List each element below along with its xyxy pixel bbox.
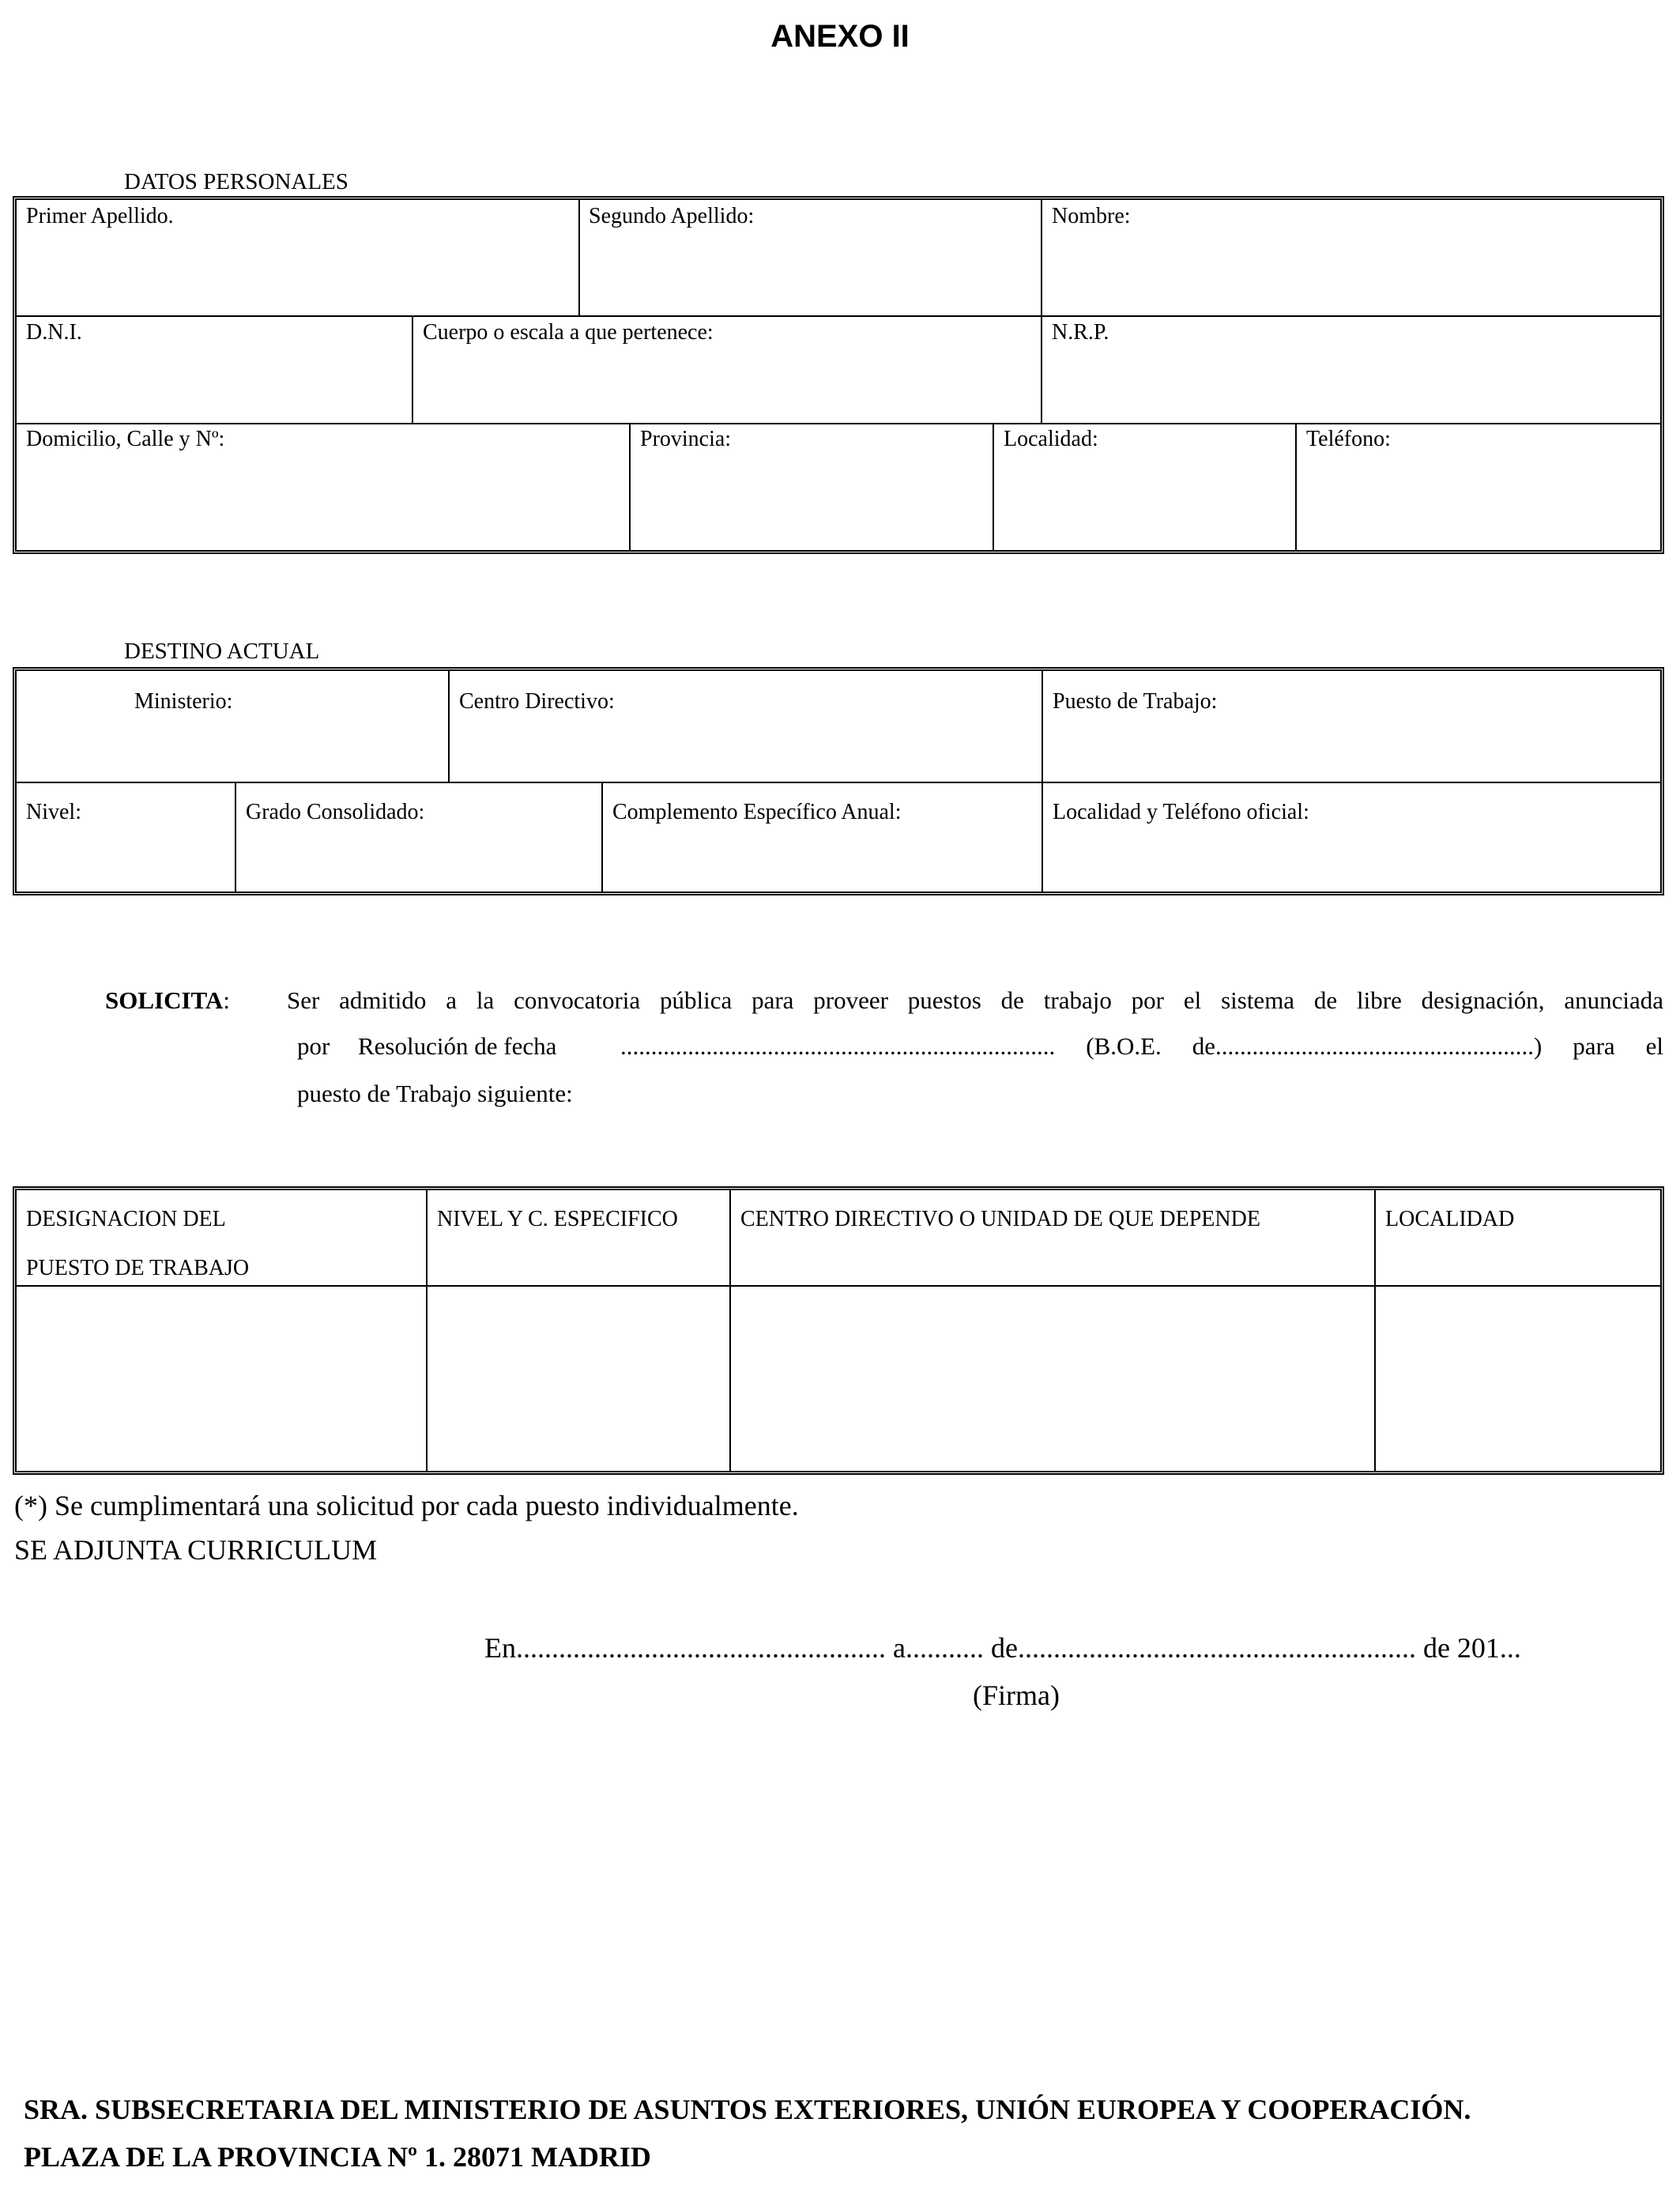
nivel-especifico-header: NIVEL Y C. ESPECIFICO xyxy=(437,1207,678,1231)
domicilio-field[interactable]: Domicilio, Calle y Nº: xyxy=(26,427,225,451)
telefono-field[interactable]: Teléfono: xyxy=(1306,427,1391,451)
divider xyxy=(629,424,631,551)
localidad-header: LOCALIDAD xyxy=(1385,1207,1515,1231)
solicita-block xyxy=(105,986,230,1015)
datos-personales-table xyxy=(13,196,1664,554)
localidad-input-cell[interactable] xyxy=(1377,1288,1660,1470)
addressee-line: SRA. SUBSECRETARIA DEL MINISTERIO DE ASUNTOS EXTERIORES, UNIÓN EUROPEA Y COOPERACIÓN. xyxy=(24,2094,1471,2125)
nombre-field[interactable]: Nombre: xyxy=(1052,204,1131,228)
divider xyxy=(729,1189,731,1472)
centro-directivo-field[interactable]: Centro Directivo: xyxy=(459,689,615,714)
divider xyxy=(448,670,450,782)
grado-consolidado-field[interactable]: Grado Consolidado: xyxy=(246,800,425,824)
centro-directivo-header: CENTRO DIRECTIVO O UNIDAD DE QUE DEPENDE xyxy=(740,1207,1260,1231)
designacion-header-line2: PUESTO DE TRABAJO xyxy=(26,1256,250,1280)
puesto-trabajo-field[interactable]: Puesto de Trabajo: xyxy=(1053,689,1218,714)
divider xyxy=(16,423,1661,424)
solicita-line-1: Ser admitido a la convocatoria pública para proveer puestos de trabajo por el sistema de libre designación, anunciada xyxy=(287,986,1663,1014)
divider xyxy=(1042,670,1043,892)
primer-apellido-field[interactable]: Primer Apellido. xyxy=(26,204,174,228)
divider xyxy=(235,782,236,892)
address-line: PLAZA DE LA PROVINCIA Nº 1. 28071 MADRID xyxy=(24,2141,651,2173)
provincia-field[interactable]: Provincia: xyxy=(640,427,732,451)
solicita-por: por xyxy=(297,1032,330,1060)
nrp-field[interactable]: N.R.P. xyxy=(1052,320,1109,345)
dni-field[interactable]: D.N.I. xyxy=(26,320,82,345)
divider xyxy=(578,199,580,316)
ministerio-field[interactable]: Ministerio: xyxy=(134,689,233,714)
complemento-especifico-field[interactable]: Complemento Específico Anual: xyxy=(612,800,902,824)
solicita-colon: : xyxy=(223,986,230,1014)
solicita-line-2: ....................................................................... (B.O.E. de....................................................) para el xyxy=(620,1032,1663,1060)
divider xyxy=(16,1285,1661,1287)
page-title: ANEXO II xyxy=(770,19,910,54)
signature-label: (Firma) xyxy=(973,1679,1060,1711)
nivel-input-cell[interactable] xyxy=(429,1288,728,1470)
datos-personales-label: DATOS PERSONALES xyxy=(124,169,348,194)
cuerpo-escala-field[interactable]: Cuerpo o escala a que pertenece: xyxy=(423,320,714,345)
divider xyxy=(993,424,994,551)
solicita-label: SOLICITA xyxy=(105,986,224,1014)
date-line[interactable]: En.................................................... a........... de........................................................ de 201... xyxy=(484,1632,1521,1664)
divider xyxy=(426,1189,428,1472)
divider xyxy=(1041,199,1042,424)
divider xyxy=(16,782,1661,783)
nivel-field[interactable]: Nivel: xyxy=(26,800,81,824)
designacion-header-line1: DESIGNACION DEL xyxy=(26,1207,226,1231)
divider xyxy=(1295,424,1297,551)
localidad-field[interactable]: Localidad: xyxy=(1004,427,1098,451)
divider xyxy=(1374,1189,1376,1472)
destino-actual-label: DESTINO ACTUAL xyxy=(124,639,320,664)
individual-request-note: (*) Se cumplimentará una solicitud por cada puesto individualmente. xyxy=(14,1490,799,1521)
localidad-telefono-oficial-field[interactable]: Localidad y Teléfono oficial: xyxy=(1053,800,1309,824)
segundo-apellido-field[interactable]: Segundo Apellido: xyxy=(589,204,755,228)
designacion-input-cell[interactable] xyxy=(17,1288,424,1470)
divider xyxy=(412,316,413,424)
solicita-line-3: puesto de Trabajo siguiente: xyxy=(297,1080,573,1107)
divider xyxy=(16,315,1661,317)
curriculum-note: SE ADJUNTA CURRICULUM xyxy=(14,1534,378,1566)
solicita-resolucion: Resolución de fecha xyxy=(358,1032,557,1060)
divider xyxy=(601,782,603,892)
centro-input-cell[interactable] xyxy=(733,1288,1373,1470)
